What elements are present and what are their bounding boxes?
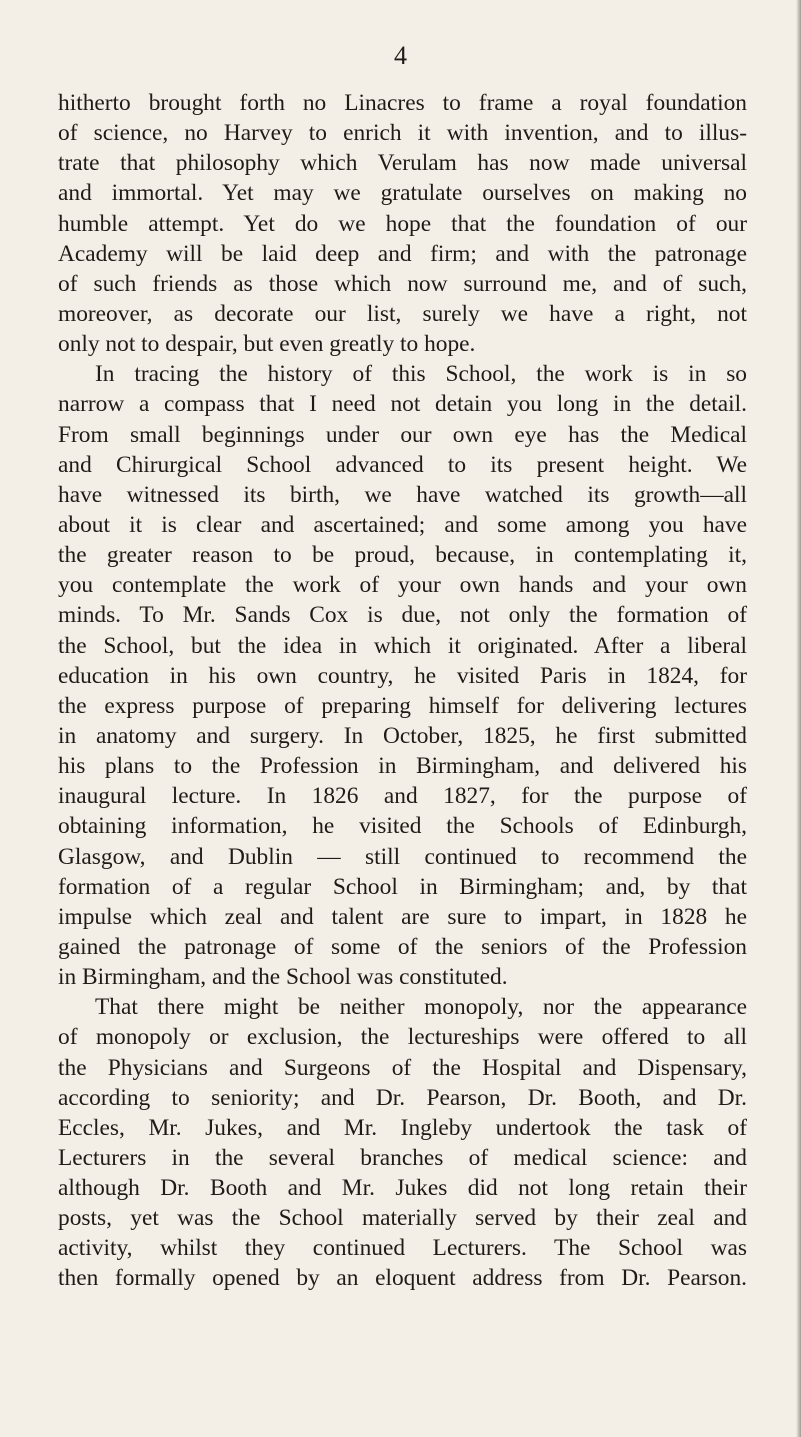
text-line: the greater reason to be proud, because, in contemplating it, bbox=[58, 542, 747, 569]
text-line: and immortal. Yet may we gratulate ourselves on making no bbox=[58, 180, 747, 207]
text-line: and Chirurgical School advanced to its present height. We bbox=[58, 451, 747, 478]
text-line: his plans to the Profession in Birmingham, and delivered his bbox=[58, 753, 747, 780]
text-line: hitherto brought forth no Linacres to frame a royal foundation bbox=[58, 90, 747, 116]
text-line: From small beginnings under our own eye has the Medical bbox=[58, 421, 747, 448]
text-line: then formally opened by an eloquent address from Dr. Pearson. bbox=[58, 1265, 747, 1292]
text-line: posts, yet was the School materially served by their zeal and bbox=[58, 1205, 747, 1232]
text-line: Lecturers in the several branches of medical science: and bbox=[58, 1144, 747, 1171]
text-line: you contemplate the work of your own hands and your own bbox=[58, 572, 747, 599]
text-line: activity, whilst they continued Lecturers. The School was bbox=[58, 1235, 747, 1262]
text-line: trate that philosophy which Verulam has now made universal bbox=[58, 150, 747, 177]
text-line: according to seniority; and Dr. Pearson, Dr. Booth, and Dr. bbox=[58, 1084, 747, 1111]
text-line: impulse which zeal and talent are sure to impart, in 1828 he bbox=[58, 903, 747, 930]
text-line: although Dr. Booth and Mr. Jukes did not long retain their bbox=[58, 1175, 747, 1202]
text-line: education in his own country, he visited Paris in 1824, for bbox=[58, 662, 747, 689]
text-line: the Physicians and Surgeons of the Hospital and Dispensary, bbox=[58, 1054, 747, 1081]
text-line: have witnessed its birth, we have watched its growth—all bbox=[58, 481, 747, 508]
text-line: minds. To Mr. Sands Cox is due, not only the formation of bbox=[58, 602, 747, 629]
body-text bbox=[58, 88, 747, 1294]
text-line: In tracing the history of this School, the work is in so bbox=[95, 361, 747, 388]
text-line: moreover, as decorate our list, surely we have a right, not bbox=[58, 300, 747, 327]
text-line: inaugural lecture. In 1826 and 1827, for the purpose of bbox=[58, 783, 747, 810]
text-line: the express purpose of preparing himself for delivering lectures bbox=[58, 692, 747, 719]
text-line: Academy will be laid deep and firm; and with the patronage bbox=[58, 240, 747, 267]
text-line: formation of a regular School in Birmingham; and, by that bbox=[58, 873, 747, 900]
text-line: humble attempt. Yet do we hope that the foundation of our bbox=[58, 210, 747, 237]
text-line: in anatomy and surgery. In October, 1825, he first submitted bbox=[58, 722, 747, 749]
text-line: of science, no Harvey to enrich it with invention, and to illus- bbox=[58, 120, 747, 147]
text-line: Eccles, Mr. Jukes, and Mr. Ingleby undertook the task of bbox=[58, 1114, 747, 1141]
text-line: gained the patronage of some of the seniors of the Profession bbox=[58, 933, 747, 960]
page-number: 4 bbox=[394, 41, 407, 70]
text-line: the School, but the idea in which it originated. After a liberal bbox=[58, 632, 747, 659]
text-line: That there might be neither monopoly, nor the appearance bbox=[95, 994, 747, 1021]
text-line: of such friends as those which now surround me, and of such, bbox=[58, 270, 747, 297]
text-line: narrow a compass that I need not detain you long in the detail. bbox=[58, 391, 747, 418]
text-line: about it is clear and ascertained; and some among you have bbox=[58, 511, 747, 538]
text-line: only not to despair, but even greatly to hope. bbox=[58, 331, 476, 358]
text-line: obtaining information, he visited the Schools of Edinburgh, bbox=[58, 813, 747, 840]
text-line: in Birmingham, and the School was constituted. bbox=[58, 964, 508, 991]
text-line: of monopoly or exclusion, the lectureships were offered to all bbox=[58, 1024, 747, 1051]
text-line: Glasgow, and Dublin — still continued to recommend the bbox=[58, 843, 747, 870]
page-edge-shadow bbox=[796, 0, 801, 1437]
